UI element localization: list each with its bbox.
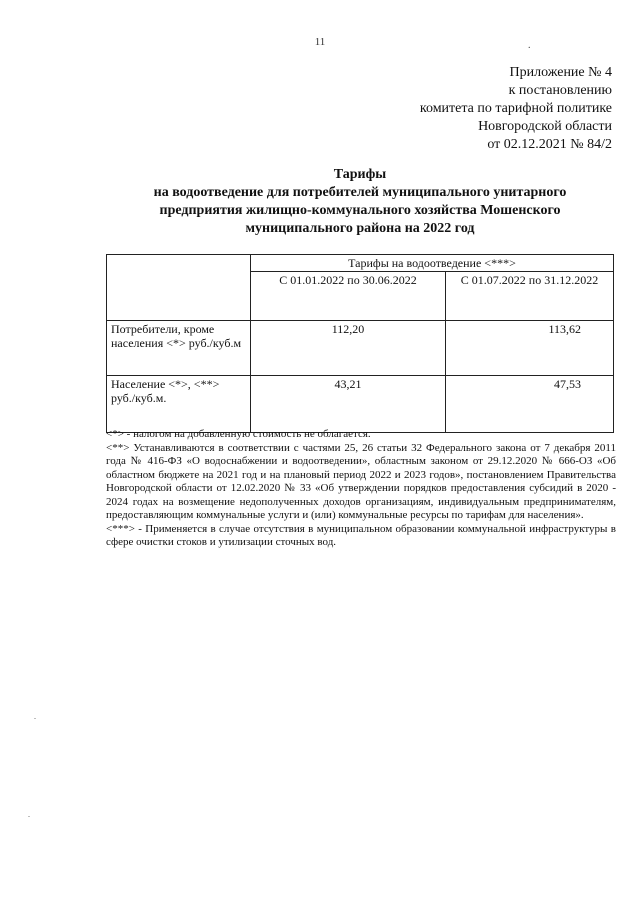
title-line: предприятия жилищно-коммунального хозяйства Мошенского [159,203,561,218]
page-mark: . [528,40,531,51]
appendix-header [312,64,612,154]
footnotes [106,428,616,550]
title-line: на водоотведение для потребителей муниципального унитарного [153,185,567,200]
tariff-value: 113,62 [446,321,614,376]
tariff-value: 112,20 [251,321,446,376]
document-title [90,166,630,238]
row-label: Население <*>, <**> руб./куб.м. [107,376,251,433]
group-header-cell: Тарифы на водоотведение <***> [251,255,614,272]
title-line: Тарифы [333,167,387,182]
scan-speck: . [28,810,30,819]
page-number: 11 [314,36,326,48]
appendix-line: к постановлению [508,83,612,98]
appendix-line: от 02.12.2021 № 84/2 [487,137,612,152]
period-header-1: С 01.01.2022 по 30.06.2022 [251,272,446,321]
table-row [107,321,614,376]
footnote: <**> Устанавливаются в соответствии с частями 25, 26 статьи 32 Федерального закона от 7 декабря 2011 года № 416-ФЗ «О водоснабжении и водоотведении», областным законом от 29.12.2020 № 666-ОЗ «Об областном бюджете на 2021 год и на плановый период 2022 и 2023 годов», постановлением Правительства Новгородской области от 12.02.2020 № 33 «Об утверждении порядков предоставления субсидий в 2020 - 2024 годах на возмещение недополученных доходов организациям, индивидуальным предпринимателям, предоставляющим коммунальные услуги и (или) коммунальные ресурсы по тарифам для населения». [106,441,616,521]
empty-header-cell [107,255,251,321]
appendix-line: комитета по тарифной политике [419,101,612,116]
tariff-value: 43,21 [251,376,446,433]
period-header-2: С 01.07.2022 по 31.12.2022 [446,272,614,321]
row-label: Потребители, кроме населения <*> руб./куб.м [107,321,251,376]
scan-speck: . [34,712,36,721]
tariff-value: 47,53 [446,376,614,433]
footnote: <***> - Применяется в случае отсутствия в муниципальном образовании коммунальной инфраструктуры в сфере очистки стоков и утилизации сточных вод. [106,522,616,548]
appendix-line: Новгородской области [478,119,612,134]
tariff-table [106,254,614,433]
table-header-row [107,255,614,272]
table-row [107,376,614,433]
footnote: <*> - налогом на добавленную стоимость не облагается. [106,428,371,440]
appendix-line: Приложение № 4 [509,65,612,80]
title-line: муниципального района на 2022 год [245,221,475,236]
